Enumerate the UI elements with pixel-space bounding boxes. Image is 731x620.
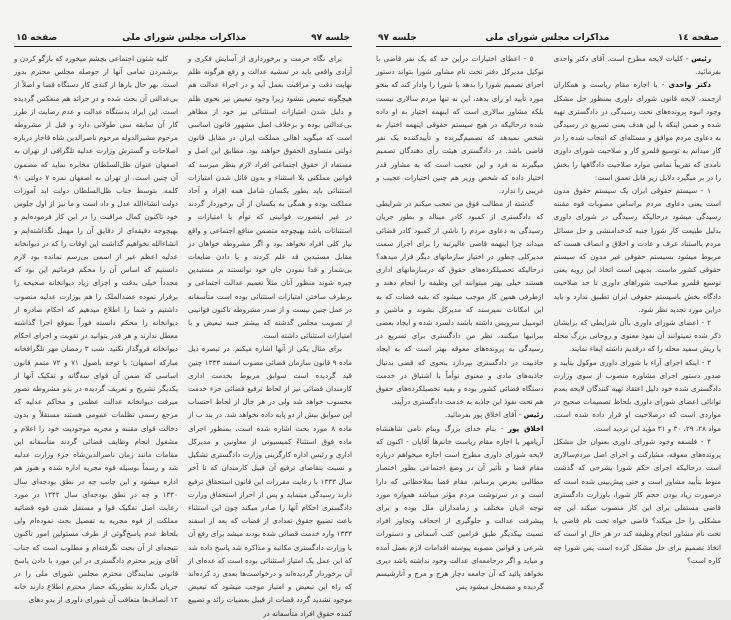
speech-text: ۱ - سیستم حقوقی ایران یک سیستم حقوق مدون است یعنی دعاوی مردم براساس مصوبات قوه مقننه رسیدگی میشود درحالیکه رسیدگی در شورای داوری بدلیل طبیعت کار شورا جنبه کدخدامنشی و حل مسائل مردم بااستناد عرف و عادت و اخلاق و انصاف هست که مربوط میشود بسیستم حقوقی غیر مدون که سیستم حقوقی کشور ماست. بدیهی است اتخاذ این رویه یعنی توسیع قلمرو صلاحیت شوراهای داوری تا حد صلاحیت دادگاه بخش باسیستم حقوقی ایران تطبیق ندارد و باید دراین مورد تجدید نظر شود.	[553, 186, 721, 314]
right-page-header	[376, 33, 721, 47]
speech-text: ۵ - اعطای اختیارات دراین حد که یک نفر قاضی با توکیل مدیرکل دفتر تحت نام مشاور شورا بتواند دستور اجرای تصمیم شورا را بدهد یا شورا را وادار کند که بنحو مورد تأیید او رای بدهد، این نه تنها مردم سالاری نیست بلکه مشاور سالاری است که اینهمه اختیار به او داده شده درحالیکه در هیچ سیستم حقوقی اینهمه اختیار به شخص نمیدهد که تصمیم‌گیرنده و تأییدکننده یک نفر قاضی باشد. در دادگستری هیئت رأی دهندگان تصمیم میگیرند نه فرد و این عجیب است که به مشاور قدر اختیار داده که شخص وزیر هم چنین اختیارات عجیب و غریبی را ندارد.	[376, 54, 544, 196]
speech-text: - با اجازه مقام ریاست و همکاران ارجمند، لایحه قانون شورای داوری بمنظور حل مشکل وجود انبوه پرونده‌های تحت رسیدگی در دادگستری تهیه شده و ضمن اینکه با این هدف یعنی تسریع در رسیدگی به دعاوی مردم موافق و مسئله‌ای که انتخاب شده را در کار میدانم به توسیع قلمرو کار و صلاحیت شورای داوری نامدی که تقریباً تمامی موارد صلاحیت دادگاهها را بخش را در بر میگیرد دلایل زیر قابل تعمق است:	[553, 80, 721, 182]
numbered-point	[554, 435, 722, 567]
speech-text: ۳ - اینکه اجرای آراء با شورای داوری موکول بتأیید و صدور دستور اجرای مشاوره منصوب از سوی وزارت دادگستری شده خود دلیل اعتقاد تهیه کنندگان لایحه بعدم توانائی اعضای شورای داوری بلحاظ تصمیمات صحیح در مواردی است که درصلاحیت او قرار داده شده است. مواد ۲۸، ۲۹، ۳۰ و ۳۱ مؤید این تردید است.	[553, 357, 721, 433]
speaker-name: رئیس	[691, 54, 711, 63]
left-page-columns	[14, 52, 352, 620]
numbered-point	[554, 356, 722, 435]
paragraph	[376, 197, 544, 408]
numbered-point	[554, 316, 722, 356]
speech-text: ۴ - فلسفه وجود شورای داوری بعنوان حل مشکل پرونده‌های معوقه، مشارکت و اجرای اصل مردم‌سالاری است درحالیکه اجرای حکم شورا بشرحی که گذشت منوط بتأیید مشاور است و حتی پیش‌بینی شده است که درصورت زیاد بودن حجم کار شورا، باوزارت دادگستری قاضی مستقلی برای این کار منصوب میکند این چه مشکلی را حل میکند؟ قاضی خواه تحت نام قاضی یا تحت نام مشاور انجام وظیفه کند در هر حال او است که اتخاذ تصمیم برای حل مشکل کرده است پس شورا چه کاره است؟	[553, 436, 721, 565]
page-number: صفحه ۱۵	[16, 33, 58, 43]
left-page-header	[14, 33, 352, 47]
right-page-column-left	[376, 52, 544, 593]
speech-paragraph	[554, 78, 722, 184]
paragraph: کلیه شئون اجتماعی بچشم میخورد که بازگو کردن و برشمردن تمامی آنها از حوصله مجلس محترم بدور است. بهر حال بارها از کندی کار دستگاه قضا و اصلاً از بی‌عدالتی آن بحث شده و در جرائد هم منعکس گردیده است. این ایراد بدستگاه عدالت و عدم رضایت از طرز کار آن سابقه سی طولانی دارد و قبل از مشروطه مرحوم مشیرالدوله مرحوم ناصرالدین شاه قاجار درباره اصلاحات و گسترش وزارت عدلیه تلگرافی از تهران به اصفهان عنوان ظل‌السلطان مخابره نماید که مضمون آن چنین است. از تهران به اصفهان نمره ۷ دولتی ۹۰ کلمه. بتوسط جناب ظل‌السلطان دولت ابد آموزات دولت انشاءالله عدل و داد است و ما نیز از اول جلوس خود تاکنون کمال مراقبت را در این کار فرموده‌ایم و بهیچوجه دقیقه‌ای از دقایق آن را مهمل نگذاشته‌ایم و انشاءالله نخواهیم گذاشت این اوقات را که در دیوانخانه عدلیه اعظم غیر از اسمی بی‌رسم نمانده بود لازم دانستیم که اساس آن را محکم فرمائیم این بود که مجدداً خیلی بدقت و اجزای زیاد دیوانخانه صحیحه را برقرار نموده عضدالملک را هم بوزارت عدلیه منصوب داشتیم و شما را اطلاع میدهیم که احکام صادره از دیوانخانه را محکم دانسته فوراً بموقع اجرا گذاشته معطل ندارند و هر قدر بتوانید در تقویت و اجرای احکام دیوانخانه فروگذار نکنید. شب ۳ رمضان مهر تلگرافخانه مبارکه اصفهان؛ با توجه باصول ۷۱ و ۷۲ متمم قانون اساسی که ضمن آن قوای سه‌گانه و تفکیک آنها از یکدیگر تشریح و تعریف گردیده در بدو مشروطه تصور میرفت دیوانخانه عدالت عظمی و محاکم عدلیه که مرجع رسمی تظلمات عمومی هستند مستقلاً و بدون دخالت قوای مقننه و مجریه موجودیت خود را اعلام و مشغول انجام وظایف قضائی گردند متأسفانه این مقامات مانند زمان ناصرالدین‌شاه جزء وزارت عدلیه شد و رسماً بوسیله قوه مجریه اداره شده و هنوز هم اداره میشود و این جانب چه در نطق بودجه‌ای سال ۱۳۴۰ و چه در نطق بودجه‌ای سال ۱۳۴۲ در مورد رعایت اصل تفکیک قوا و مستقل شدن قوه قضائیه مملکت از قوه مجریه به تفصیل بحث نموده‌ام ولی بلحاظ عدم پاسخ‌گوئی از طرف مسئولین امور تاکنون نتیجه‌ای از آن بحث نگرفته‌ام و مطلوب است که جناب آقای وزیر محترم دادگستری در این مورد با دادن پاسخ قانونی نمایندگان محترم مجلس شورای ملی را در جریان بگذارند بطوریکه حضار محترم اطلاع دارند خانه ۱۲ انصاف‌ها متعاقب آن شورای داوری از بدو دهای	[14, 54, 179, 605]
numbered-point	[376, 52, 544, 197]
right-page-column-right	[554, 52, 722, 593]
session-number: جلسه ۹۷	[378, 33, 417, 43]
page-number: صفحه ١٤	[677, 33, 719, 43]
speaker-name: دکتر واحدی	[668, 80, 711, 90]
numbered-point	[554, 184, 722, 316]
right-page	[364, 0, 731, 600]
left-page-column-left	[14, 52, 178, 620]
speaker-name: رئیس	[523, 410, 544, 420]
speaker-name: اخلاق پور	[507, 423, 544, 433]
speech-text: - بنام خدای بزرگ وبنام نامی شاهنشاه آریامهر با اجازه مقام ریاست خانم‌ها آقایان - اکنون که لایحه شورای داوری مطرح است اجازه میخواهم درباره مقام قضا و تأثیر آن در وضع اجتماعی بطور اختصار مطالبی بعرض برسانم. مقام قضا بملاحظاتی که دارا است و در سرنوشت مردم مؤثر میباشد همواره مورد توجه ادیان مختلف و زمامداران ملل بوده و برای پیشرفت عدالت و جلوگیری از اجحاف وتجاوز افراد نسبت بیکدیگر طبق فرامین کتب آسمانی و دستورات شرعی و قوانین مصوبه پیوسته اقدامات لازم بعمل آمده و میاید و اگر درجامعه‌ای عدالت وجود نداشته باشد دیری نخواهد پائید که آن جامعه دچار هرج و مرج و آنارشیسم گردیده و مضمحل میشود پس	[376, 423, 544, 592]
session-number: جلسه ۹۷	[311, 33, 350, 43]
speech-paragraph	[376, 422, 544, 594]
left-page	[0, 0, 364, 618]
speech-paragraph	[554, 52, 722, 78]
speech-text: - آقای اخلاق پور بفرمائید.	[444, 410, 524, 420]
running-title: مذاکرات مجلس شورای ملی	[485, 33, 610, 43]
paragraph: برای مثال یکی از آنها اشاره میکنم. در تبصره ذیل ماده ۹ قانون سازمان قضائی مصوب اسفند ۱۳۳۳ چنین قید گردیده است سوابق مربوط بخدمت اداری کارمندان قضائی نیز از لحاظ ترفیع قضائی جزء خدمت محسوب خواهد شد ولی در هر حال از لحاظ احتساب این سوابق بیش از دو پایه داده نخواهد شد. در بند ب از ماده ۸ مورد بحث اشاره شده است، بمنظور اجرای ماده فوق استثناءً کمیسیونی از معاونین و مدیرکل اداری و رئیس اداره کارگزینی وزارت دادگستری تشکیل و نسبت بتقاضای ترفیع آن قبیل کارمندان که تا آخر سال ۱۳۳۳ با رعایت مقررات این قانون استحقاق ترفیع دارند رسیدگی مینماید و پس از احراز استحقاق وزارت دادگستری احکام آنها را صادر میکند چون این استثناء باعث تضییع حقوق تعدادی از قضات که بعد از اسفند ۱۳۳۳ وارد خدمت قضائی شده بودند میشد برای رفع آن با وزارت دادگستری مکاتبه و مذاکره شد پاسخ داده شد که این عمل یک امتیاز استثنائی بوده است که عده‌ای از آن برخوردار گردیده‌اند و درخواست‌ها بعدی رد کرده‌اند که راه این تبعیض و امتیاز موجب میشود که تبعیض موجود تشدید گردد قضات از قبیل بعضیات زائد و تضییع کننده حقوق افراد متأسفانه در	[188, 344, 353, 618]
speech-text: گذشته از مطالب فوق من تعجب میکنم در شرایطی که دادگستری از کمبود کادر مینالد و بطور جریان رسیدگی به دعاوی مردم را ناشی از کمبود کادر قضائی میداند چرا اینهمه قاضی عالیرتبه را برای اجراز سمت مدیرکلی چطور در اختیار سازمانهای دیگر قرار میدهد؟ درحالیکه تحصیلکرده‌های حقوق که درسازمانهای اداری هستند خیلی بهتر میتوانند این وظیفه را انجام دهند و ازطرفی همین کار موجب میشود که بقیه قضات که به این امکانات نمیرسند که مدیرکل بشوند و ماشین و اتومبیل سرویس داشته باشند دلسرد شده و ایجاد بعضی بیرانیها میکنند، نظر من دادگستری برای تسریع در رسیدگی به پرونده‌های معوقه بهتر است که به ایجاد جاذبیت در دادگستری بپردازد بنحوی که قضی بدنبال جاذبه‌های مادی و معنوی توأماً با اشتیاق در خدمت دستگاه قضائی کشور بوده و بقیه تحصیلکرده‌های حقوق هم تحت نفوذ این جاذبه به خدمت دادگستری درآیند.	[376, 199, 544, 407]
left-page-column-right	[188, 52, 352, 620]
running-title: مذاکرات مجلس شورای ملی	[122, 33, 247, 43]
paragraph: برای نگاه حرمت و برخورداری از آسایش فکری و آزادی واقعی باید در تمشیه عدالت و رفع هرگونه ظلم نهایت دقت و مراقبت بعمل آید و در اجراء عدالت هم هیچگونه تبعیض ننشود زیرا وجود تبعیض نیز نحوی ظلم و دلیل شدن امتیازات استثنائی نیز خود از مظاهر بی‌عدالتی بوده و برخلاف اصل مشهور قانون اساسی است که میگوید اهالی مملکت ایران در مقابل قانون دولتی متساوی الحقوق خواهند بود. مطابق این اصل و مستفاد از حقوق اجتماعی افراد لازم بنظر میرسد که قوانین مملکتی بلا استثناء و بدون قائل شدن امتیازات استثنائی باید بطور یکسان شامل همه افراد و آحاد مملکت بوده و همگی به یکسان از آن برخوردار گردند در غیر اینصورت قوانینی که توأم با امتیازات و استثنائات باشد بهیچوجه متضمن منافع اجتماعی و واقع نیاز کلی افراد نخواهد بود و اگر مشروطه خواهان در مقابل مستبدین قد علم کردند و با دادن ضایعات بی‌شمار و فدا نمودن جان خود توانستند بر مستبدین چیره شوند منظور آنان مثلاً تعمیم عدالت اجتماعی و برطرف ساختن امتیازات استثنائی بوده است متأسفانه در عمل چنین نیست و از صدر مشروطه تاکنون قوانینی از تصویب مجلس گذشته که بیشتر جنبه تبعیض و با امتیازات استثنائی داشته است.	[188, 54, 352, 341]
speech-text: ۲ - اعضای شورای داوری باآن شرایطی که برایشان ذکر شده نمیتوانند آن نفوذ معنوی و روحانی بزرگ محله یا ریش سفید محله را که درقدیم داشته ایفاء نمایند.	[553, 318, 721, 354]
right-page-columns	[376, 52, 721, 593]
speech-paragraph	[376, 408, 544, 421]
speech-text: - کلیات لایحه مطرح است. آقای دکتر واحدی بفرمائید.	[553, 54, 721, 77]
